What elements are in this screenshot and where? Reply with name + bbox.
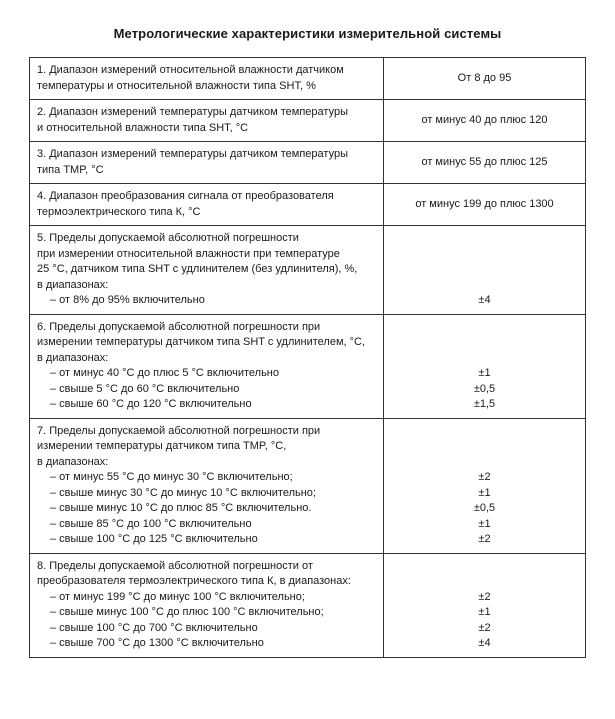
description-line: в диапазонах: xyxy=(37,278,109,291)
table-row xyxy=(30,100,586,142)
characteristic-value: от минус 40 до плюс 120 xyxy=(384,100,586,142)
range-item: – свыше 700 °C до 1300 °C включительно xyxy=(50,637,264,649)
description-line: 4. Диапазон преобразования сигнала от преобразователя xyxy=(37,190,334,202)
characteristic-description xyxy=(30,184,384,226)
tolerance-value: ±1 xyxy=(478,486,491,499)
characteristic-description xyxy=(30,142,384,184)
description-line: 3. Диапазон измерений температуры датчиком температуры xyxy=(37,148,348,160)
description-line: в диапазонах: xyxy=(37,455,109,468)
table-row xyxy=(30,553,586,657)
tolerance-value: ±2 xyxy=(478,590,491,603)
characteristic-value xyxy=(384,553,586,657)
range-item: – свыше 60 °C до 120 °C включительно xyxy=(50,398,252,410)
tolerance-value: ±1,5 xyxy=(473,398,496,410)
description-line: измерении температуры датчиком типа TMP, °C, xyxy=(37,440,287,452)
characteristic-description xyxy=(30,100,384,142)
range-item: – свыше 85 °C до 100 °C включительно xyxy=(50,517,252,530)
characteristic-value xyxy=(384,226,586,315)
characteristics-table xyxy=(29,57,586,658)
tolerance-value: ±2 xyxy=(478,471,491,483)
characteristic-value xyxy=(384,314,586,418)
characteristic-description xyxy=(30,314,384,418)
table-row xyxy=(30,226,586,315)
tolerance-value: ±4 xyxy=(478,294,491,306)
description-line: 25 °C, датчиком типа SHT с удлинителем (без удлинителя), %, xyxy=(37,263,358,275)
characteristic-value: от минус 55 до плюс 125 xyxy=(384,142,586,184)
characteristic-description xyxy=(30,418,384,553)
characteristic-description xyxy=(30,553,384,657)
range-item: – свыше минус 10 °C до плюс 85 °C включительно. xyxy=(50,502,312,514)
table-row xyxy=(30,418,586,553)
description-line: 6. Пределы допускаемой абсолютной погрешности при xyxy=(37,320,321,333)
range-item: – свыше 5 °C до 60 °C включительно xyxy=(50,382,240,395)
description-line: 1. Диапазон измерений относительной влажности датчиком xyxy=(37,64,344,76)
range-item: – свыше 100 °C до 700 °C включительно xyxy=(50,621,258,634)
page-title: Метрологические характеристики измерительной системы xyxy=(113,26,502,41)
range-item: – свыше минус 30 °C до минус 10 °C включительно; xyxy=(50,486,316,499)
tolerance-value: ±0,5 xyxy=(473,382,496,395)
range-item: – от минус 55 °C до минус 30 °C включительно; xyxy=(50,471,293,483)
table-body xyxy=(30,58,586,658)
range-item: – свыше 100 °C до 125 °C включительно xyxy=(50,533,258,545)
table-row xyxy=(30,142,586,184)
description-line: температуры и относительной влажности типа SHT, % xyxy=(37,79,316,92)
characteristic-description xyxy=(30,226,384,315)
description-line: 8. Пределы допускаемой абсолютной погрешности от xyxy=(37,559,313,572)
table-row xyxy=(30,58,586,100)
range-item: – от минус 199 °C до минус 100 °C включительно; xyxy=(50,590,305,603)
description-line: термоэлектрического типа К, °C xyxy=(37,205,201,218)
description-line: и относительной влажности типа SHT, °C xyxy=(37,121,249,134)
tolerance-value: ±1 xyxy=(478,517,491,530)
description-line: 5. Пределы допускаемой абсолютной погрешности xyxy=(37,232,299,244)
description-line: 2. Диапазон измерений температуры датчиком температуры xyxy=(37,106,348,118)
range-item: – свыше минус 100 °C до плюс 100 °C включительно; xyxy=(50,606,324,618)
tolerance-value: ±0,5 xyxy=(473,502,496,514)
range-item: – от 8% до 95% включительно xyxy=(50,294,205,306)
description-line: типа TMP, °C xyxy=(37,163,104,176)
tolerance-value: ±1 xyxy=(478,606,491,618)
range-item: – от минус 40 °C до плюс 5 °C включительно xyxy=(50,367,279,379)
description-line: преобразователя термоэлектрического типа К, в диапазонах: xyxy=(37,575,351,587)
description-line: в диапазонах: xyxy=(37,351,109,364)
tolerance-value: ±2 xyxy=(478,533,491,545)
tolerance-value: ±2 xyxy=(478,621,491,634)
tolerance-value: ±1 xyxy=(478,367,491,379)
table-row xyxy=(30,314,586,418)
tolerance-value: ±4 xyxy=(478,637,491,649)
description-line: 7. Пределы допускаемой абсолютной погрешности при xyxy=(37,424,321,437)
characteristic-value xyxy=(384,418,586,553)
characteristic-value: От 8 до 95 xyxy=(384,58,586,100)
characteristic-description xyxy=(30,58,384,100)
characteristic-value: от минус 199 до плюс 1300 xyxy=(384,184,586,226)
description-line: при измерении относительной влажности при температуре xyxy=(37,247,340,260)
description-line: измерении температуры датчиком типа SHT с удлинителем, °C, xyxy=(37,336,366,348)
table-row xyxy=(30,184,586,226)
